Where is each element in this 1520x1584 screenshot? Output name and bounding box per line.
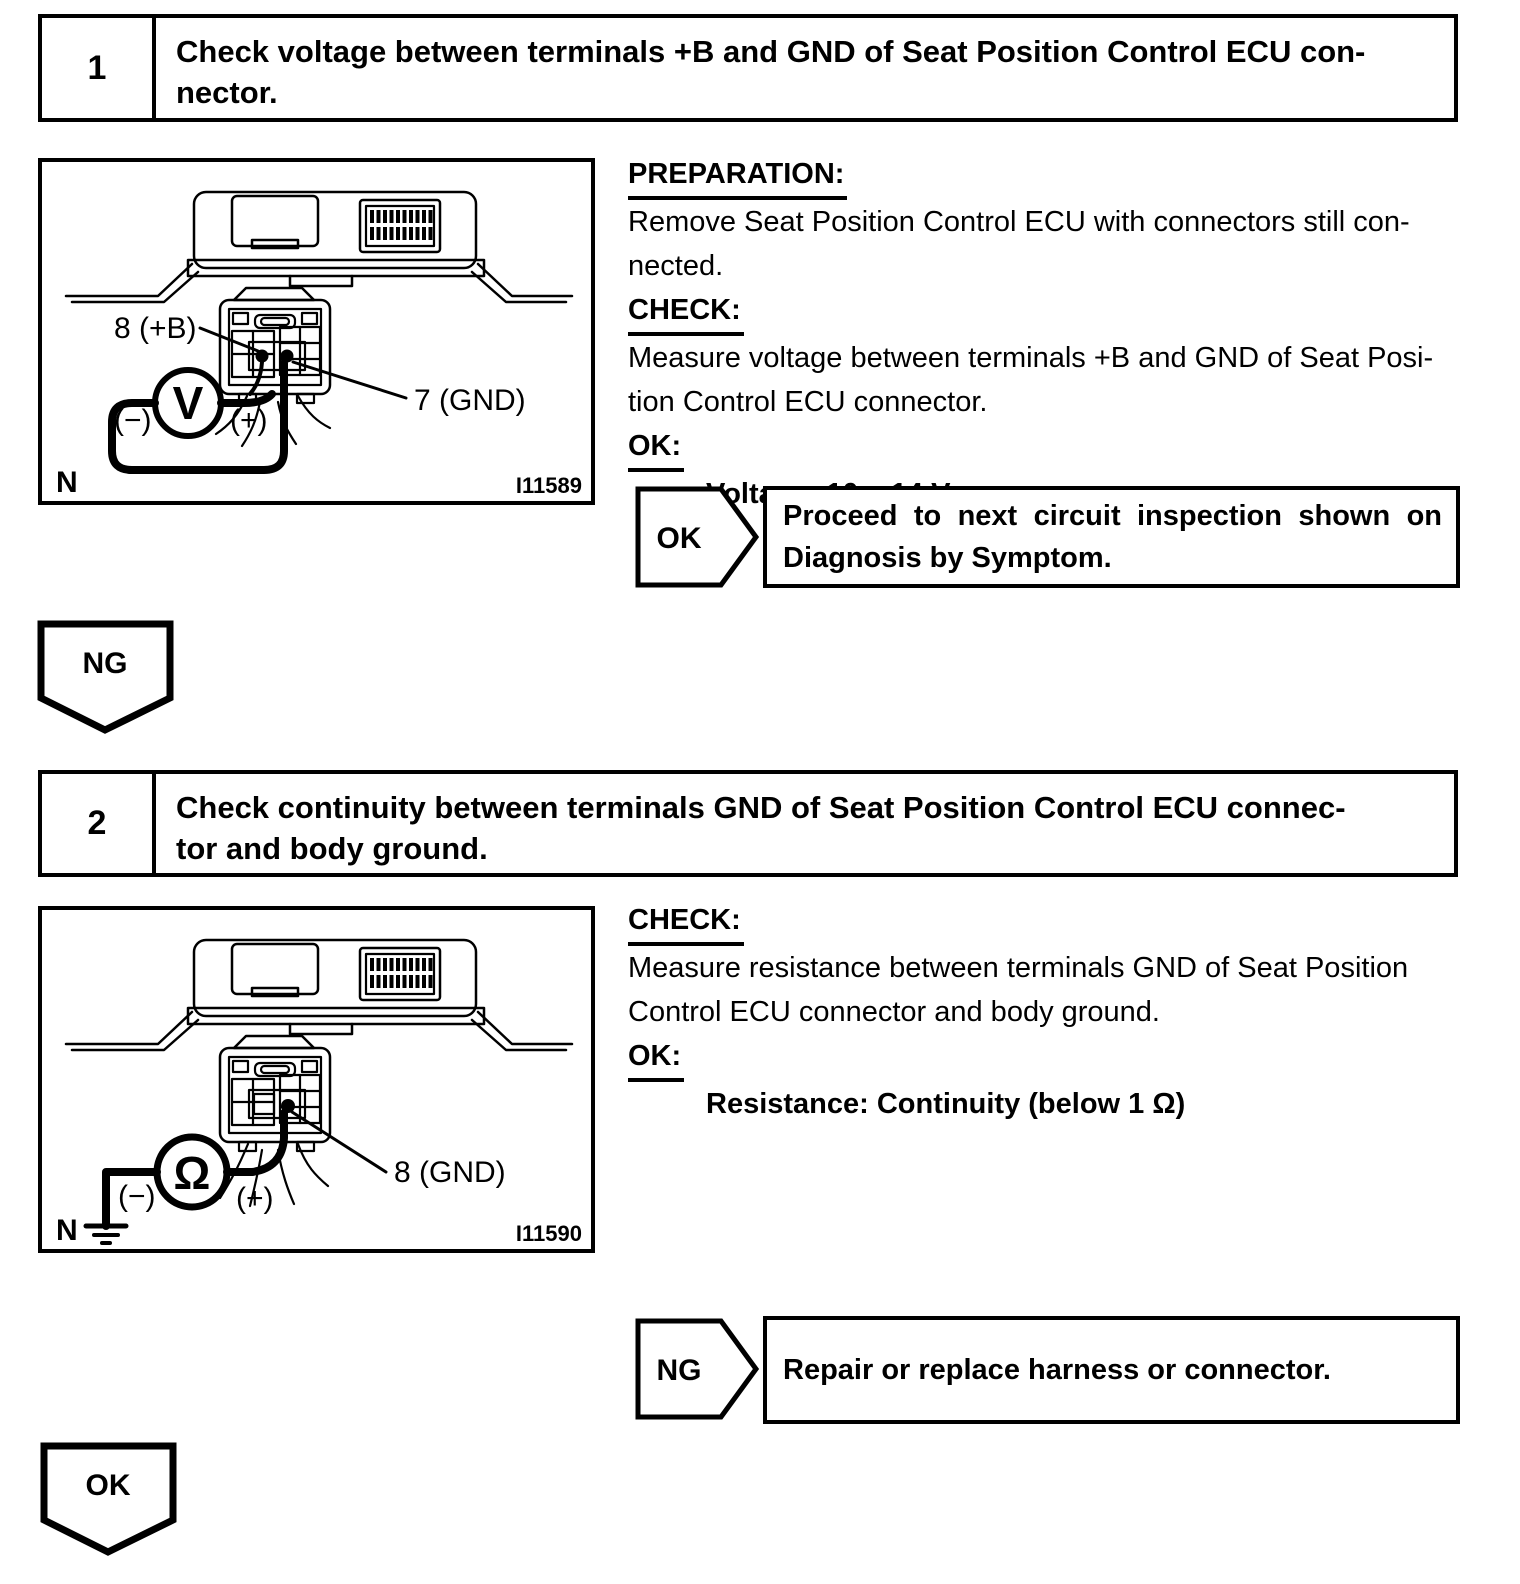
step2-title — [156, 774, 1454, 873]
check-line2: Control ECU connector and body ground. — [628, 996, 1160, 1028]
terminal-gnd-label: 8 (GND) — [394, 1156, 506, 1189]
ecu-drawing — [66, 940, 572, 1050]
ecu-drawing — [66, 192, 572, 302]
minus-probe-label: (−) — [118, 1180, 156, 1213]
voltage-check-diagram — [42, 162, 591, 501]
ok-heading: OK: — [628, 424, 684, 472]
figure-voltage-check — [38, 158, 595, 505]
step2-instructions — [628, 898, 1490, 1126]
terminal-b-label: 8 (+B) — [114, 312, 197, 345]
ok-flow-badge — [635, 486, 761, 588]
ng-flow-badge-label: NG — [82, 647, 128, 680]
plus-probe-label: (+) — [236, 1182, 274, 1215]
ohmmeter-symbol: Ω — [173, 1147, 211, 1199]
minus-probe-label: (−) — [114, 404, 152, 437]
seat-ecu-connector-drawing — [220, 1036, 330, 1206]
ok-flow-badge-down-label: OK — [85, 1469, 131, 1502]
plus-probe-label: (+) — [230, 404, 268, 437]
ng-result-line1: Repair or replace harness or connector. — [783, 1354, 1331, 1386]
step2-number: 2 — [42, 774, 156, 873]
ng-flow-badge — [635, 1318, 761, 1420]
figure-continuity-check — [38, 906, 595, 1253]
step2-title-line1: Check continuity between terminals GND of Seat Position Control ECU connec- — [176, 790, 1346, 825]
ok-heading: OK: — [628, 1034, 684, 1082]
step1-instructions — [628, 152, 1490, 516]
continuity-check-diagram — [42, 910, 591, 1249]
ecu-connector-icon — [360, 948, 440, 1000]
step1-number: 1 — [42, 18, 156, 118]
voltmeter-symbol: V — [172, 377, 204, 429]
voltmeter-icon — [155, 370, 221, 436]
ohmmeter-icon — [157, 1137, 227, 1207]
step1-header — [38, 14, 1458, 122]
terminal-gnd-label: 7 (GND) — [414, 384, 526, 417]
step2-title-line2: tor and body ground. — [176, 831, 488, 866]
check-line1: Measure voltage between terminals +B and GND of Seat Posi- — [628, 342, 1434, 374]
ok-flow-badge-down — [40, 1442, 177, 1556]
ecu-connector-icon — [360, 200, 440, 252]
figure-id: I11590 — [515, 1221, 582, 1246]
step1-title-line1: Check voltage between terminals +B and GND of Seat Position Control ECU con- — [176, 34, 1366, 69]
figure-id: I11589 — [515, 473, 582, 498]
ng-flow-badge-label: NG — [656, 1354, 702, 1387]
figure-corner-letter: N — [56, 466, 78, 499]
preparation-line1: Remove Seat Position Control ECU with connectors still con- — [628, 206, 1410, 238]
step1-title — [156, 18, 1454, 118]
ok-result-line2: Diagnosis by Symptom. — [783, 542, 1112, 574]
check-line2: tion Control ECU connector. — [628, 386, 988, 418]
check-line1: Measure resistance between terminals GND of Seat Position — [628, 952, 1409, 984]
ok-result-line1: Proceed to next circuit inspection shown on — [783, 500, 1442, 532]
ng-result-box — [763, 1316, 1460, 1424]
preparation-line2: nected. — [628, 250, 724, 282]
check-heading: CHECK: — [628, 898, 744, 946]
ok-result-box — [763, 486, 1460, 588]
resistance-spec: Resistance: Continuity (below 1 Ω) — [706, 1088, 1186, 1120]
step1-title-line2: nector. — [176, 75, 278, 110]
figure-corner-letter: N — [56, 1214, 78, 1247]
terminal-gnd-pointer — [293, 362, 406, 398]
preparation-heading: PREPARATION: — [628, 152, 847, 200]
step2-header — [38, 770, 1458, 877]
ok-flow-badge-label: OK — [656, 522, 702, 555]
ng-flow-badge-down — [37, 620, 174, 734]
check-heading: CHECK: — [628, 288, 744, 336]
